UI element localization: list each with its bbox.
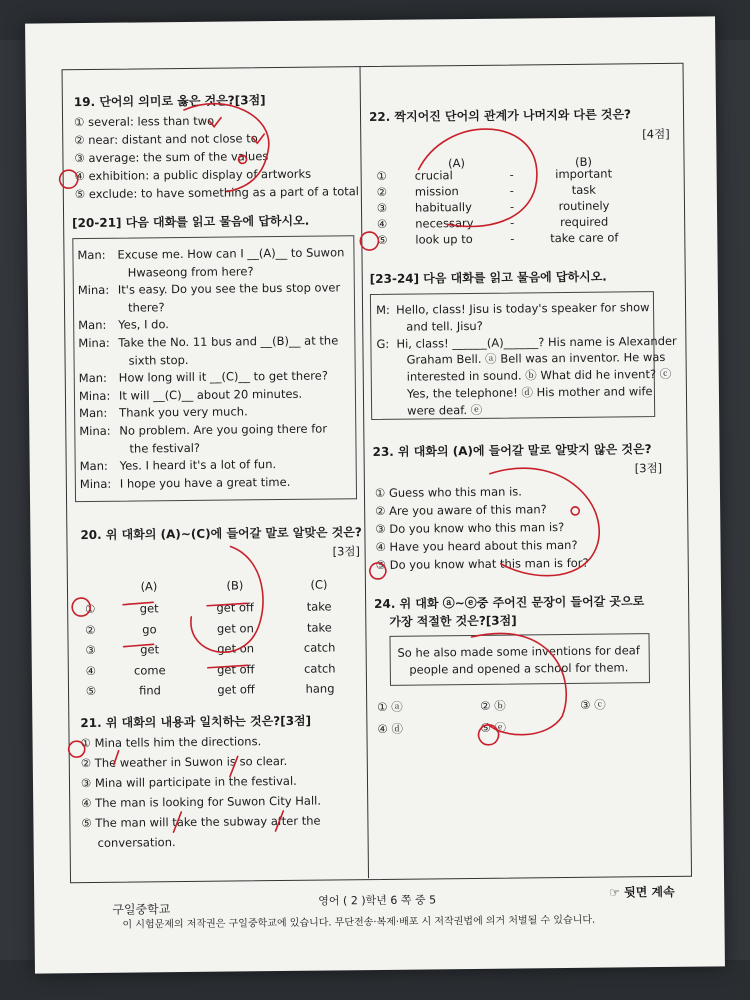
q24-option-2[interactable]: ② ⓑ xyxy=(480,698,506,713)
q20-num-2[interactable]: ② xyxy=(85,622,96,637)
dialog1-line-9: It will __(C)__ about 20 minutes. xyxy=(118,386,303,403)
q20-a-4: come xyxy=(133,662,166,678)
dialog1-line-5: Yes, I do. xyxy=(118,317,169,333)
q20-b-3: get on xyxy=(217,641,255,656)
q24-given-line-2: people and opened a school for them. xyxy=(409,660,629,677)
q19-option-1[interactable]: ① several: less than two xyxy=(74,113,215,130)
q20-num-3[interactable]: ③ xyxy=(85,642,96,658)
q24-option-1[interactable]: ① ⓐ xyxy=(377,699,403,714)
dialog1-line-2: Hwaseong from here? xyxy=(127,263,254,280)
q22-num-1[interactable]: ① xyxy=(376,168,387,183)
q22-num-4[interactable]: ④ xyxy=(376,216,388,231)
dialog1-speaker-3: Mina: xyxy=(77,282,110,298)
q22-b-3: routinely xyxy=(558,198,610,214)
q23-option-3[interactable]: ③ Do you know who this man is? xyxy=(375,520,565,536)
q21-option-3[interactable]: ③ Mina will participate in the festival. xyxy=(80,773,297,791)
q22-a-3: habitually xyxy=(414,199,472,215)
q22-dash-2: - xyxy=(509,183,514,198)
q20-col-b xyxy=(199,575,272,700)
q22-num-3[interactable]: ③ xyxy=(376,200,388,215)
footer-copyright: 이 시험문제의 저작권은 구일중학교에 있습니다. 무단전송·복제·배포 시 저작권법에 의거 처벌될 수 있습니다. xyxy=(122,914,596,931)
q24-title-line-2: 가장 적절한 것은?[3점] xyxy=(389,613,517,629)
q20-a-5: find xyxy=(139,683,162,698)
dialog1-line-6: Take the No. 11 bus and __(B)__ at the xyxy=(118,333,339,350)
q20-header-c: (C) xyxy=(310,577,328,592)
q22-points: [4점] xyxy=(642,126,670,142)
q20-points: [3점] xyxy=(332,544,361,559)
q24-option-3[interactable]: ③ ⓒ xyxy=(580,697,606,712)
q20-b-4: get off xyxy=(216,661,255,677)
directions-23-24: [23-24] 다음 대화를 읽고 물음에 답하시오. xyxy=(369,269,607,287)
dialog2-line-3: Hi, class! ______(A)______? His name is Alexander xyxy=(396,333,677,351)
q22-header-b: (B) xyxy=(575,154,593,169)
q22-a-1: crucial xyxy=(414,168,453,183)
dialog2-line-5: interested in sound. ⓑ What did he invent? ⓒ xyxy=(406,367,672,384)
q20-col-a xyxy=(119,576,180,701)
q22-num-2[interactable]: ② xyxy=(376,184,388,199)
q22-num-5[interactable]: ⑤ xyxy=(377,232,388,247)
q20-numbers xyxy=(79,577,102,702)
q22-col-a xyxy=(414,155,499,248)
q19-option-4[interactable]: ④ exhibition: a public display of artworks xyxy=(74,166,312,184)
dialog1-line-13: Yes. I heard it's a lot of fun. xyxy=(119,457,277,473)
dialog1-speaker-13: Man: xyxy=(79,458,108,474)
dialog1-speaker-1: Man: xyxy=(77,247,106,263)
q23-title: 23. 위 대화의 (A)에 들어갈 말로 알맞지 않은 것은? xyxy=(372,442,652,460)
q21-option-4[interactable]: ④ The man is looking for Suwon City Hall. xyxy=(81,793,322,811)
q24-given-line-1: So he also made some inventions for deaf xyxy=(397,643,640,660)
q20-c-4: catch xyxy=(303,660,336,676)
q21-title: 21. 위 대화의 내용과 일치하는 것은?[3점] xyxy=(80,713,312,731)
footer-school: 구일중학교 xyxy=(112,902,171,917)
dialog2-line-6: Yes, the telephone! ⓓ His mother and wife xyxy=(406,384,653,401)
q20-header-b: (B) xyxy=(226,578,244,593)
footer-page: 영어 ( 2 )학년 6 쪽 중 5 xyxy=(318,893,437,908)
q23-option-4[interactable]: ④ Have you heard about this man? xyxy=(375,537,578,554)
q22-dash-4: - xyxy=(510,215,515,230)
q22-dash-5: - xyxy=(510,231,515,246)
exam-paper xyxy=(25,16,725,973)
q22-numbers xyxy=(371,156,392,248)
q22-header-a: (A) xyxy=(448,156,466,171)
q21-option-5-cont: conversation. xyxy=(97,835,176,850)
dialog2-line-1: Hello, class! Jisu is today's speaker for show xyxy=(395,300,650,317)
q20-a-3: get xyxy=(140,642,160,657)
q22-dashes xyxy=(505,166,520,246)
q19-option-5[interactable]: ⑤ exclude: to have something as a part of a total xyxy=(74,184,360,202)
dialog1-line-11: No problem. Are you going there for xyxy=(119,421,328,438)
dialog2-speaker-1: M: xyxy=(375,302,390,317)
q20-num-4[interactable]: ④ xyxy=(85,663,97,678)
q20-title: 20. 위 대화의 (A)~(C)에 들어갈 말로 알맞은 것은? xyxy=(80,525,362,543)
dialog2-line-2: and tell. Jisu? xyxy=(406,318,483,334)
q20-c-5: hang xyxy=(305,681,335,696)
q21-option-1[interactable]: ① Mina tells him the directions. xyxy=(80,734,262,751)
q20-a-2: go xyxy=(142,621,157,636)
q20-b-1: get off xyxy=(216,600,254,615)
q20-num-5[interactable]: ⑤ xyxy=(85,683,97,699)
q22-b-4: required xyxy=(559,214,609,230)
dialog1-line-8: How long will it __(C)__ to get there? xyxy=(118,368,328,385)
dialog2-line-4: Graham Bell. ⓐ Bell was an inventor. He was xyxy=(406,350,666,368)
dialog1-speaker-10: Man: xyxy=(79,406,108,421)
q20-c-1: take xyxy=(306,599,332,614)
q24-option-5[interactable]: ⑤ ⓔ xyxy=(480,720,506,735)
q19-title: 19. 단어의 의미로 옳은 것은?[3점] xyxy=(73,93,266,110)
dialog1-line-10: Thank you very much. xyxy=(119,404,248,421)
q23-option-2[interactable]: ② Are you aware of this man? xyxy=(375,502,547,518)
dialog1-line-12: the festival? xyxy=(129,440,201,456)
footer-continue: ☞ 뒷면 계속 xyxy=(609,884,675,900)
q22-a-5: look up to xyxy=(415,231,473,247)
q19-option-3[interactable]: ③ average: the sum of the values xyxy=(74,149,269,166)
dialog1-line-14: I hope you have a great time. xyxy=(119,474,291,491)
q22-a-4: necessary xyxy=(415,215,474,231)
q22-a-2: mission xyxy=(414,184,459,199)
dialog1-line-4: there? xyxy=(127,299,165,315)
dialog1-speaker-11: Mina: xyxy=(79,423,111,439)
q20-col-c xyxy=(289,574,350,699)
q24-given-box xyxy=(389,633,650,686)
q20-c-2: take xyxy=(306,619,332,635)
q22-dash-3: - xyxy=(509,199,515,214)
q23-points: [3점] xyxy=(634,460,663,476)
q20-c-3: catch xyxy=(303,640,336,655)
q21-option-2[interactable]: ② The weather in Suwon is so clear. xyxy=(80,753,288,771)
dialog1-line-3: It's easy. Do you see the bus stop over xyxy=(117,280,341,297)
q22-b-5: take care of xyxy=(550,230,619,246)
q20-num-1[interactable]: ① xyxy=(84,601,96,617)
dialog2-line-7: were deaf. ⓔ xyxy=(407,402,483,418)
q22-b-2: task xyxy=(571,182,596,197)
q23-option-5[interactable]: ⑤ Do you know what this man is for? xyxy=(375,555,589,572)
q24-title-line-1: 24. 위 대화 ⓐ~ⓔ중 주어진 문장이 들어갈 곳으로 xyxy=(374,594,645,612)
q20-b-2: get on xyxy=(216,620,254,636)
q23-option-1[interactable]: ① Guess who this man is. xyxy=(374,484,522,500)
dialog1-speaker-14: Mina: xyxy=(79,476,112,491)
q22-b-1: important xyxy=(555,166,613,182)
dialog1-line-1: Excuse me. How can I __(A)__ to Suwon xyxy=(117,245,345,262)
dialog2-speaker-3: G: xyxy=(376,336,390,351)
q22-dash-1: - xyxy=(509,167,514,182)
q19-option-2[interactable]: ② near: distant and not close to xyxy=(74,131,258,148)
q20-a-1: get xyxy=(139,601,159,616)
dialog1-speaker-9: Mina: xyxy=(78,388,111,403)
q20-header-a: (A) xyxy=(140,579,158,594)
q22-title: 22. 짝지어진 단어의 관계가 나머지와 다른 것은? xyxy=(368,107,632,125)
dialog1-speaker-8: Man: xyxy=(78,370,107,386)
q21-option-5[interactable]: ⑤ The man will take the subway after the xyxy=(81,813,321,831)
q24-option-4[interactable]: ④ ⓓ xyxy=(377,721,403,736)
dialog1-line-7: sixth stop. xyxy=(128,352,189,368)
directions-20-21: [20-21] 다음 대화를 읽고 물음에 답하시오. xyxy=(72,213,310,231)
q20-b-5: get off xyxy=(217,682,255,697)
dialog1-speaker-6: Mina: xyxy=(78,335,110,351)
dialog1-speaker-5: Man: xyxy=(78,318,107,333)
q22-col-b xyxy=(538,153,629,246)
